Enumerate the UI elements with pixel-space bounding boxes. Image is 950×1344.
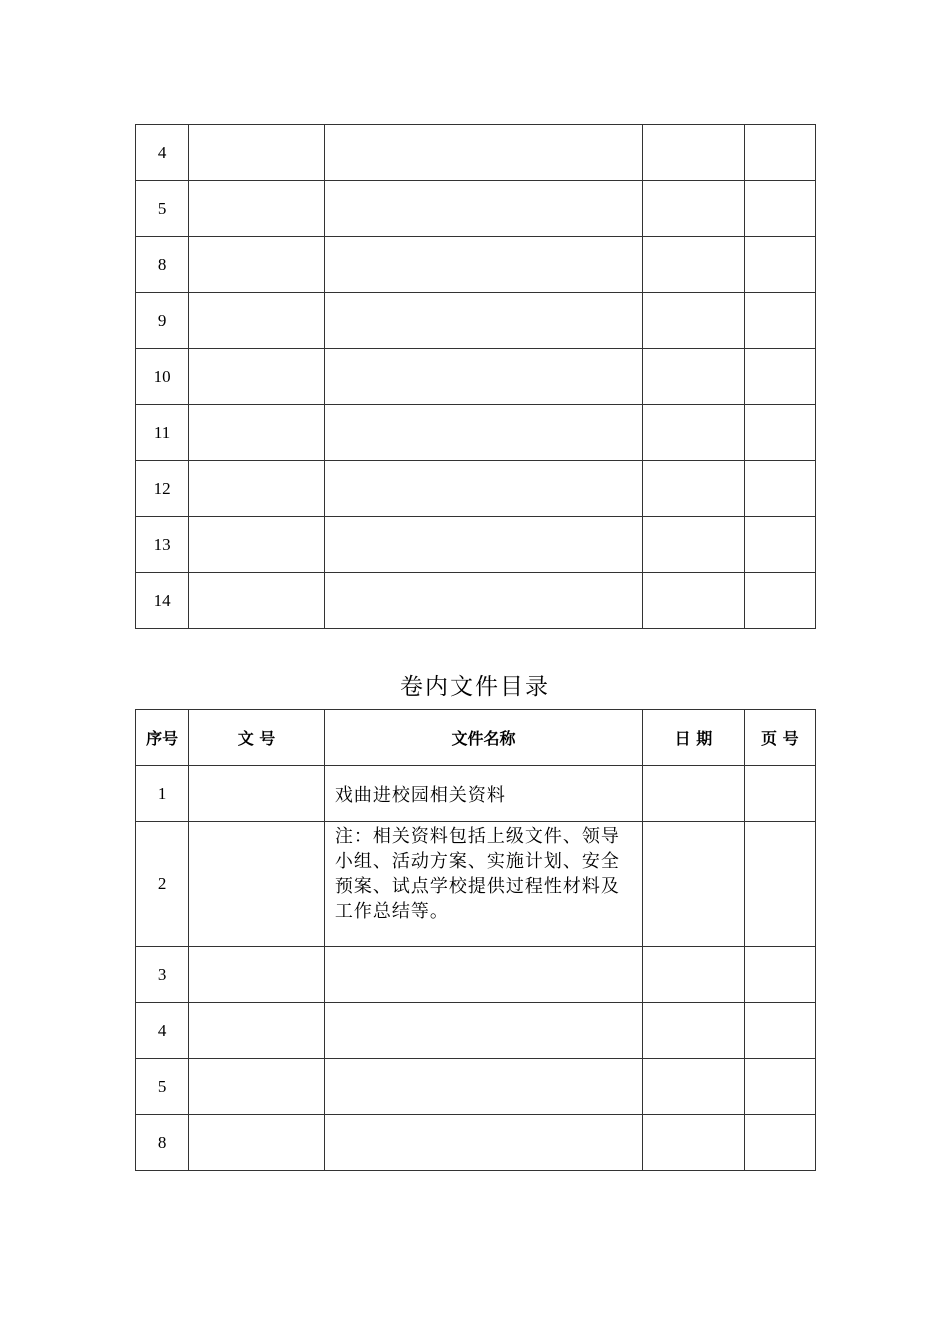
page-cell	[744, 947, 815, 1003]
page-cell	[744, 517, 815, 573]
page-cell	[744, 822, 815, 947]
table-row	[136, 766, 816, 822]
page-cell	[744, 1059, 815, 1115]
name-cell	[324, 517, 642, 573]
date-cell	[643, 405, 744, 461]
doc-no-cell	[189, 517, 325, 573]
doc-no-cell	[189, 1115, 325, 1171]
note-cell: 注：相关资料包括上级文件、领导小组、活动方案、实施计划、安全预案、试点学校提供过程性材料及工作总结等。	[324, 822, 642, 947]
doc-no-cell	[189, 293, 325, 349]
table-row	[136, 822, 816, 947]
date-cell	[643, 947, 744, 1003]
name-cell: 戏曲进校园相关资料	[324, 766, 642, 822]
seq-cell: 9	[136, 293, 189, 349]
page-cell	[744, 1115, 815, 1171]
name-cell	[324, 349, 642, 405]
name-cell	[324, 293, 642, 349]
name-cell	[324, 181, 642, 237]
name-cell	[324, 405, 642, 461]
page-cell	[744, 461, 815, 517]
seq-cell: 12	[136, 461, 189, 517]
page-cell	[744, 1003, 815, 1059]
header-name: 文件名称	[324, 710, 642, 766]
seq-cell: 11	[136, 405, 189, 461]
page-cell	[744, 766, 815, 822]
date-cell	[643, 1059, 744, 1115]
doc-no-cell	[189, 1003, 325, 1059]
doc-no-cell	[189, 947, 325, 1003]
date-cell	[643, 181, 744, 237]
table-header-row	[136, 710, 816, 766]
name-cell	[324, 1115, 642, 1171]
catalog-table	[135, 709, 816, 1171]
table-row	[136, 293, 816, 349]
page-cell	[744, 405, 815, 461]
header-seq: 序号	[136, 710, 189, 766]
table-row	[136, 1115, 816, 1171]
seq-cell: 4	[136, 125, 189, 181]
header-doc-no: 文 号	[189, 710, 325, 766]
name-cell	[324, 573, 642, 629]
page-cell	[744, 349, 815, 405]
table-row	[136, 405, 816, 461]
seq-cell: 3	[136, 947, 189, 1003]
date-cell	[643, 1115, 744, 1171]
date-cell	[643, 1003, 744, 1059]
doc-no-cell	[189, 181, 325, 237]
name-cell	[324, 1003, 642, 1059]
seq-cell: 2	[136, 822, 189, 947]
table-row	[136, 1059, 816, 1115]
name-cell	[324, 237, 642, 293]
seq-cell: 4	[136, 1003, 189, 1059]
catalog-table-continued	[135, 124, 816, 629]
page-cell	[744, 573, 815, 629]
header-page: 页 号	[744, 710, 815, 766]
doc-no-cell	[189, 349, 325, 405]
table-row	[136, 517, 816, 573]
date-cell	[643, 517, 744, 573]
seq-cell: 10	[136, 349, 189, 405]
table-row	[136, 125, 816, 181]
date-cell	[643, 349, 744, 405]
doc-no-cell	[189, 237, 325, 293]
date-cell	[643, 125, 744, 181]
name-cell	[324, 1059, 642, 1115]
table-row	[136, 1003, 816, 1059]
doc-no-cell	[189, 125, 325, 181]
table-row	[136, 349, 816, 405]
table-row	[136, 181, 816, 237]
doc-no-cell	[189, 461, 325, 517]
page-cell	[744, 237, 815, 293]
seq-cell: 13	[136, 517, 189, 573]
seq-cell: 14	[136, 573, 189, 629]
seq-cell: 8	[136, 237, 189, 293]
doc-no-cell	[189, 822, 325, 947]
doc-no-cell	[189, 573, 325, 629]
table-row	[136, 461, 816, 517]
header-date: 日 期	[643, 710, 744, 766]
doc-no-cell	[189, 766, 325, 822]
date-cell	[643, 766, 744, 822]
doc-no-cell	[189, 1059, 325, 1115]
date-cell	[643, 237, 744, 293]
seq-cell: 5	[136, 181, 189, 237]
seq-cell: 1	[136, 766, 189, 822]
page-cell	[744, 125, 815, 181]
name-cell	[324, 125, 642, 181]
page-cell	[744, 293, 815, 349]
seq-cell: 8	[136, 1115, 189, 1171]
doc-no-cell	[189, 405, 325, 461]
page-cell	[744, 181, 815, 237]
date-cell	[643, 822, 744, 947]
table-row	[136, 947, 816, 1003]
table-row	[136, 237, 816, 293]
date-cell	[643, 293, 744, 349]
section-title: 卷内文件目录	[400, 674, 550, 700]
date-cell	[643, 573, 744, 629]
date-cell	[643, 461, 744, 517]
seq-cell: 5	[136, 1059, 189, 1115]
name-cell	[324, 461, 642, 517]
table-row	[136, 573, 816, 629]
name-cell	[324, 947, 642, 1003]
